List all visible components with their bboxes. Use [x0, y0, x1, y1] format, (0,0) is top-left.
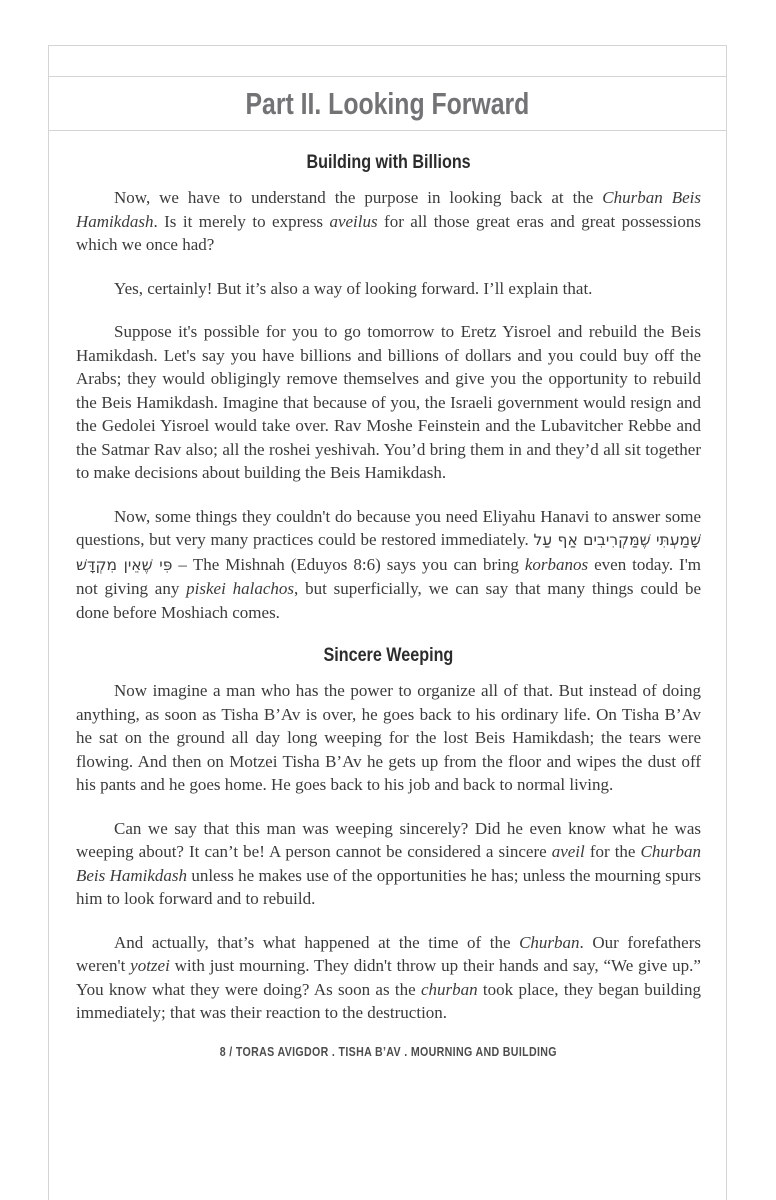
text-segment: for the — [584, 842, 641, 861]
paragraph — [76, 817, 701, 911]
page-footer — [76, 1045, 701, 1059]
page-footer-text: 8 / TORAS AVIGDOR . TISHA B’AV . MOURNING AND BUILDING — [219, 1044, 558, 1059]
italic-term: Churban — [519, 932, 580, 952]
text-segment: Can we say that this man was weeping sincerely? Did he even know what he was weeping about? It can’t be! A person cannot be considered a sincere — [76, 818, 701, 861]
text-segment: And actually, that’s what happened at the time of the — [114, 932, 520, 952]
section-heading — [76, 151, 701, 174]
text-segment: with just mourning. They didn't throw up their hands and say, “We give up.” You know what they were doing? As soon as the — [76, 956, 701, 999]
part-title-box — [49, 77, 726, 131]
page-frame — [48, 45, 727, 1200]
text-segment: unless he makes use of the opportunities he has; unless the mourning spurs him to look forward and to rebuild. — [76, 865, 701, 908]
paragraph — [76, 186, 701, 257]
text-segment: Suppose it's possible for you to go tomorrow to Eretz Yisroel and rebuild the Beis Hamikdash. Let's say you have billions and billions of dollars and you could buy off the Arabs; they would obligingly remove themselves and give you the opportunity to rebuild the Beis Hamikdash. Imagine that because of you, the Israeli government would resign and the Gedolei Yisroel would take over. Rav Moshe Feinstein and the Lubavitcher Rebbe and the Satmar Rav also; all the roshei yeshivah. You’d bring them in and they’d all sit together to make decisions about building the Beis Hamikdash. — [76, 322, 701, 482]
hebrew-quote: שָׁמַעְתִּי שֶׁמַּקְרִיבִים אַף עַל פִּי שֶׁאֵין מִקְדָּשׁ — [76, 531, 701, 574]
text-segment: took place, they began building immediately; that was their reaction to the destruction. — [76, 979, 701, 1022]
content-blocks — [76, 151, 701, 1025]
text-segment: even today. I'm not giving any — [76, 554, 701, 598]
section-heading-text: Sincere Weeping — [323, 645, 454, 666]
header-strip — [49, 46, 726, 77]
text-segment: Now, we have to understand the purpose in looking back at the — [114, 188, 603, 207]
section-heading-text: Building with Billions — [306, 152, 471, 173]
italic-term: yotzei — [130, 956, 170, 975]
paragraph — [76, 505, 701, 625]
italic-term: aveil — [551, 842, 585, 861]
italic-term: Churban Beis Hamikdash — [76, 188, 701, 231]
italic-term: piskei halachos — [186, 579, 295, 598]
text-segment: Now, some things they couldn't do because you need Eliyahu Hanavi to answer some questions, but very many practices could be restored immediately. — [76, 506, 701, 549]
text-segment: for all those great eras and great possessions which we once had? — [76, 211, 701, 254]
text-segment: Now imagine a man who has the power to organize all of that. But instead of doing anything, as soon as Tisha B’Av is over, he goes back to his ordinary life. On Tisha B’Av he sat on the ground all day long weeping for the lost Beis Hamikdash; the tears were flowing. And then on Motzei Tisha B’Av he gets up from the floor and wipes the dust off his pants and he goes home. He goes back to his job and back to normal living. — [76, 681, 701, 794]
text-segment: , but superficially, we can say that many things could be done before Moshiach comes. — [76, 579, 701, 622]
paragraph — [76, 931, 701, 1025]
paragraph — [76, 320, 701, 485]
content-area — [49, 151, 726, 1059]
text-segment: . Our forefathers weren't — [76, 932, 701, 975]
italic-term: aveilus — [329, 211, 378, 231]
section-heading — [76, 644, 701, 667]
italic-term: churban — [420, 979, 478, 999]
text-segment: – The Mishnah (Eduyos 8:6) says you can bring — [172, 554, 525, 574]
paragraph — [76, 277, 701, 301]
part-title: Part II. Looking Forward — [245, 85, 530, 121]
italic-term: Churban Beis Hamikdash — [76, 842, 701, 885]
text-segment: Yes, certainly! But it’s also a way of looking forward. I’ll explain that. — [114, 278, 593, 298]
paragraph — [76, 679, 701, 797]
italic-term: korbanos — [524, 554, 589, 574]
text-segment: . Is it merely to express — [153, 211, 330, 231]
